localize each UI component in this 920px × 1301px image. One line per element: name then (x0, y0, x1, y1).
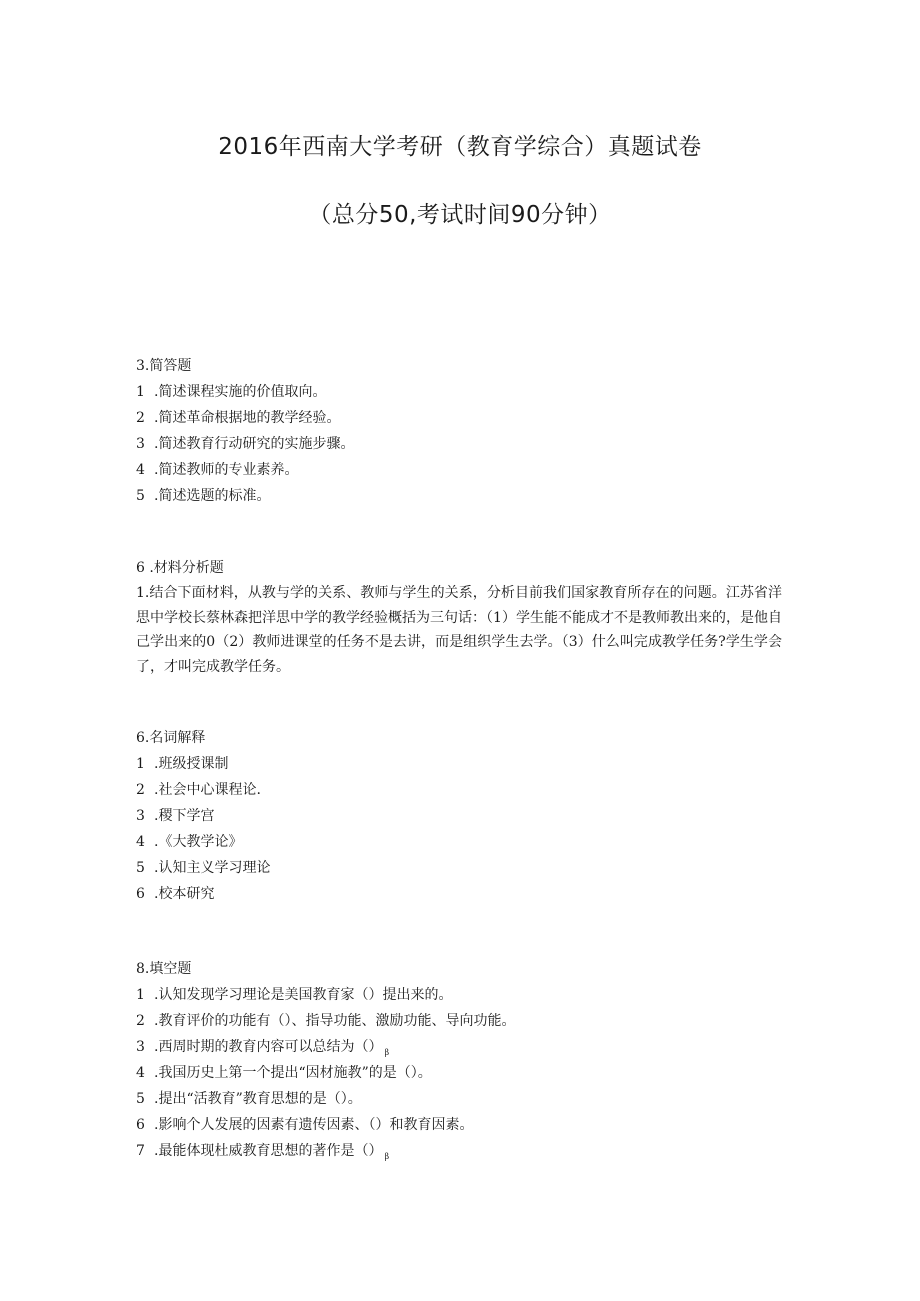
list-item (136, 881, 786, 907)
list-item (136, 829, 786, 855)
item-text: .最能体现杜威教育思想的著作是（） (154, 1143, 383, 1159)
item-text: .西周时期的教育内容可以总结为（） (154, 1039, 383, 1055)
list-item (136, 1138, 786, 1164)
section-term-explanation (136, 725, 786, 907)
item-text: .校本研究 (154, 886, 215, 902)
list-item (136, 1034, 786, 1060)
list-item (136, 1060, 786, 1086)
list-item (136, 803, 786, 829)
item-text: .教育评价的功能有（）、指导功能、激励功能、导向功能。 (154, 1013, 516, 1029)
list-item (136, 1008, 786, 1034)
list-item (136, 483, 786, 509)
item-number: 1 (136, 987, 145, 1003)
item-number: 4 (136, 1065, 145, 1081)
item-text: .简述革命根据地的教学经验。 (154, 410, 341, 426)
item-text: .我国历史上第一个提出“因材施教”的是（）。 (154, 1065, 432, 1081)
section-heading: 6.名词解释 (136, 730, 206, 746)
item-text: .《大教学论》 (154, 834, 243, 850)
item-number: 2 (136, 782, 145, 798)
list-item (136, 457, 786, 483)
item-number: 5 (136, 488, 145, 504)
item-number: 5 (136, 1091, 145, 1107)
item-text: .社会中心课程论. (154, 782, 261, 798)
item-text: .简述选题的标准。 (154, 488, 271, 504)
item-number: 1 (136, 384, 145, 400)
item-number: 2 (136, 410, 145, 426)
stray-mark: β (384, 1151, 390, 1161)
list-item (136, 431, 786, 457)
item-number: 7 (136, 1143, 145, 1159)
list-item (136, 1112, 786, 1138)
item-number: 6 (136, 886, 145, 902)
list-item (136, 405, 786, 431)
item-number: 6 (136, 1117, 145, 1133)
page-subtitle: （总分50,考试时间90分钟） (308, 202, 612, 228)
list-item (136, 777, 786, 803)
item-text: .班级授课制 (154, 756, 229, 772)
stray-mark: β (384, 1047, 390, 1057)
section-heading: 6 .材料分析题 (136, 560, 224, 576)
item-number: 4 (136, 834, 145, 850)
section-heading: 3.简答题 (136, 358, 192, 374)
item-text: .认知发现学习理论是美国教育家（）提出来的。 (154, 987, 453, 1003)
list-item (136, 1086, 786, 1112)
list-item (136, 982, 786, 1008)
item-number: 4 (136, 462, 145, 478)
item-text: .认知主义学习理论 (154, 860, 271, 876)
section-fill-blank (136, 956, 786, 1164)
item-text: .影响个人发展的因素有遗传因素、（）和教育因素。 (154, 1117, 474, 1133)
list-item (136, 855, 786, 881)
page-title: 2016年西南大学考研（教育学综合）真题试卷 (218, 134, 702, 160)
item-number: 1 (136, 756, 145, 772)
section-short-answer (136, 353, 786, 509)
item-text: .提出“活教育”教育思想的是（）。 (154, 1091, 362, 1107)
item-number: 3 (136, 808, 145, 824)
item-number: 3 (136, 436, 145, 452)
item-number: 5 (136, 860, 145, 876)
list-item (136, 379, 786, 405)
item-number: 3 (136, 1039, 145, 1055)
item-number: 2 (136, 1013, 145, 1029)
section-heading: 8.填空题 (136, 961, 192, 977)
item-text: .简述课程实施的价值取向。 (154, 384, 327, 400)
section-material-analysis (136, 555, 786, 679)
item-text: .简述教师的专业素养。 (154, 462, 299, 478)
item-text: .稷下学宫 (154, 808, 215, 824)
material-paragraph: 1.结合下面材料，从教与学的关系、教师与学生的关系，分析目前我们国家教育所存在的问题。江苏省洋思中学校长蔡林森把洋思中学的教学经验概括为三句话：（1）学生能不能成才不是教师教出来的，是他自己学出来的0（2）教师进课堂的任务不是去讲，而是组织学生去学。（3）什么叫完成教学任务?学生学会了，才叫完成教学任务。 (136, 585, 782, 675)
item-text: .简述教育行动研究的实施步骤。 (154, 436, 355, 452)
list-item (136, 751, 786, 777)
